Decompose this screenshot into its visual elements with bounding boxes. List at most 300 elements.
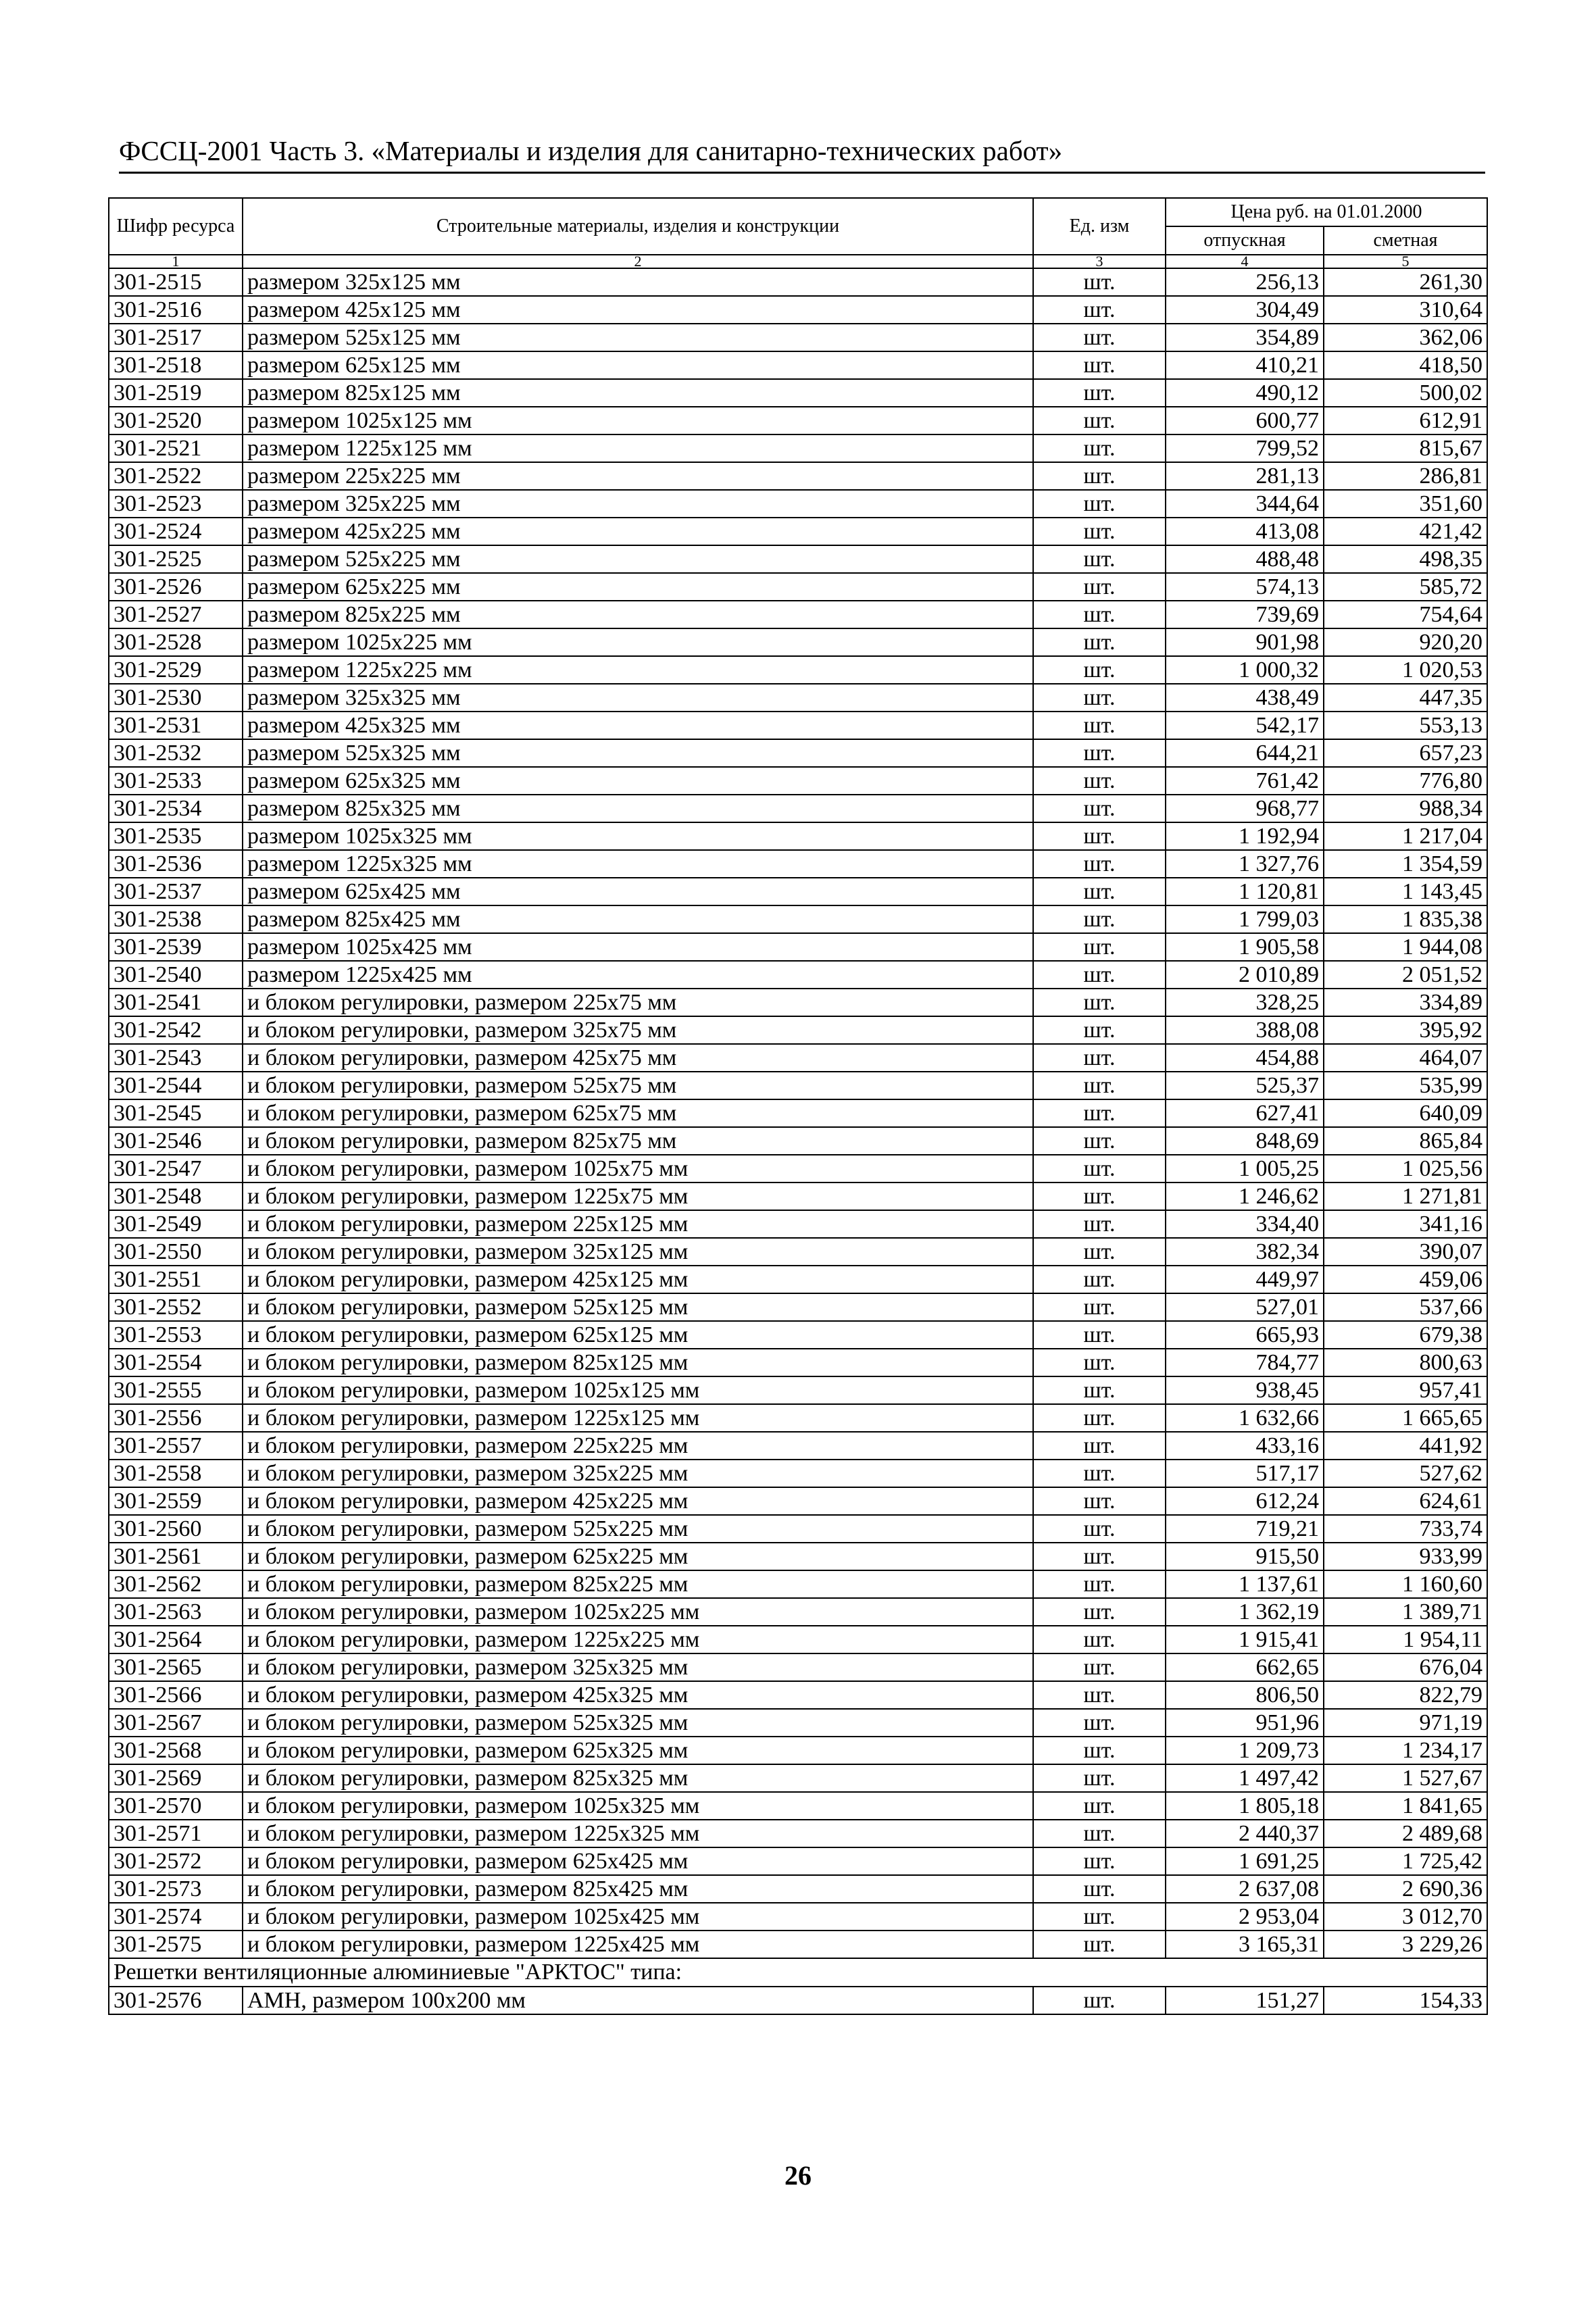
release-price: 2 010,89 xyxy=(1166,961,1324,989)
unit: шт. xyxy=(1033,1987,1166,2014)
resource-code: 301-2567 xyxy=(109,1709,243,1737)
table-row xyxy=(109,767,1487,795)
unit: шт. xyxy=(1033,1349,1166,1376)
resource-code: 301-2516 xyxy=(109,296,243,324)
material-name: и блоком регулировки, размером 1225x125 мм xyxy=(243,1404,1033,1432)
table-row xyxy=(109,628,1487,656)
release-price: 938,45 xyxy=(1166,1376,1324,1404)
estimate-price: 1 143,45 xyxy=(1324,878,1487,905)
unit: шт. xyxy=(1033,1321,1166,1349)
estimate-price: 3 012,70 xyxy=(1324,1903,1487,1931)
table-row xyxy=(109,324,1487,351)
resource-code: 301-2531 xyxy=(109,712,243,739)
estimate-price: 676,04 xyxy=(1324,1653,1487,1681)
table-row xyxy=(109,1792,1487,1820)
resource-code: 301-2552 xyxy=(109,1293,243,1321)
release-price: 1 799,03 xyxy=(1166,905,1324,933)
unit: шт. xyxy=(1033,407,1166,434)
unit: шт. xyxy=(1033,268,1166,296)
unit: шт. xyxy=(1033,490,1166,518)
estimate-price: 1 944,08 xyxy=(1324,933,1487,961)
resource-code: 301-2543 xyxy=(109,1044,243,1072)
material-name: размером 325x325 мм xyxy=(243,684,1033,712)
material-name: и блоком регулировки, размером 1025x425 мм xyxy=(243,1903,1033,1931)
estimate-price: 459,06 xyxy=(1324,1266,1487,1293)
table-row xyxy=(109,656,1487,684)
resource-code: 301-2569 xyxy=(109,1764,243,1792)
material-name: и блоком регулировки, размером 625x425 мм xyxy=(243,1847,1033,1875)
resource-code: 301-2558 xyxy=(109,1460,243,1487)
material-name: и блоком регулировки, размером 1025x125 мм xyxy=(243,1376,1033,1404)
table-row xyxy=(109,1432,1487,1460)
resource-code: 301-2529 xyxy=(109,656,243,684)
unit: шт. xyxy=(1033,1404,1166,1432)
estimate-price: 537,66 xyxy=(1324,1293,1487,1321)
resource-code: 301-2532 xyxy=(109,739,243,767)
material-name: и блоком регулировки, размером 325x325 мм xyxy=(243,1653,1033,1681)
material-name: и блоком регулировки, размером 1225x225 мм xyxy=(243,1626,1033,1653)
estimate-price: 1 725,42 xyxy=(1324,1847,1487,1875)
estimate-price: 553,13 xyxy=(1324,712,1487,739)
release-price: 719,21 xyxy=(1166,1515,1324,1543)
unit: шт. xyxy=(1033,1376,1166,1404)
estimate-price: 1 020,53 xyxy=(1324,656,1487,684)
unit: шт. xyxy=(1033,1903,1166,1931)
table-row xyxy=(109,1987,1487,2014)
unit: шт. xyxy=(1033,1792,1166,1820)
table-row xyxy=(109,1709,1487,1737)
table-row xyxy=(109,1460,1487,1487)
unit: шт. xyxy=(1033,379,1166,407)
release-price: 644,21 xyxy=(1166,739,1324,767)
resource-code: 301-2565 xyxy=(109,1653,243,1681)
unit: шт. xyxy=(1033,1487,1166,1515)
material-name: и блоком регулировки, размером 225x225 мм xyxy=(243,1432,1033,1460)
material-name: размером 625x325 мм xyxy=(243,767,1033,795)
header-rule xyxy=(119,172,1485,174)
resource-code: 301-2518 xyxy=(109,351,243,379)
unit: шт. xyxy=(1033,1072,1166,1099)
estimate-price: 334,89 xyxy=(1324,989,1487,1016)
resource-code: 301-2523 xyxy=(109,490,243,518)
estimate-price: 800,63 xyxy=(1324,1349,1487,1376)
material-name: размером 825x425 мм xyxy=(243,905,1033,933)
release-price: 334,40 xyxy=(1166,1210,1324,1238)
estimate-price: 441,92 xyxy=(1324,1432,1487,1460)
resource-code: 301-2538 xyxy=(109,905,243,933)
material-name: и блоком регулировки, размером 525x125 мм xyxy=(243,1293,1033,1321)
unit: шт. xyxy=(1033,1210,1166,1238)
estimate-price: 920,20 xyxy=(1324,628,1487,656)
unit: шт. xyxy=(1033,573,1166,601)
release-price: 968,77 xyxy=(1166,795,1324,822)
estimate-price: 527,62 xyxy=(1324,1460,1487,1487)
material-name: и блоком регулировки, размером 825x75 мм xyxy=(243,1127,1033,1155)
estimate-price: 1 234,17 xyxy=(1324,1737,1487,1764)
release-price: 413,08 xyxy=(1166,518,1324,545)
unit: шт. xyxy=(1033,1238,1166,1266)
table-row xyxy=(109,1155,1487,1183)
resource-code: 301-2563 xyxy=(109,1598,243,1626)
resource-code: 301-2524 xyxy=(109,518,243,545)
material-name: размером 425x125 мм xyxy=(243,296,1033,324)
material-name: и блоком регулировки, размером 1025x325 мм xyxy=(243,1792,1033,1820)
unit: шт. xyxy=(1033,989,1166,1016)
table-row xyxy=(109,1210,1487,1238)
material-name: размером 625x225 мм xyxy=(243,573,1033,601)
unit: шт. xyxy=(1033,767,1166,795)
resource-code: 301-2544 xyxy=(109,1072,243,1099)
table-row xyxy=(109,1626,1487,1653)
unit: шт. xyxy=(1033,1681,1166,1709)
resource-code: 301-2572 xyxy=(109,1847,243,1875)
material-name: и блоком регулировки, размером 825x225 мм xyxy=(243,1570,1033,1598)
unit: шт. xyxy=(1033,1293,1166,1321)
estimate-price: 390,07 xyxy=(1324,1238,1487,1266)
resource-code: 301-2570 xyxy=(109,1792,243,1820)
resource-code: 301-2522 xyxy=(109,462,243,490)
estimate-price: 679,38 xyxy=(1324,1321,1487,1349)
table-row xyxy=(109,1099,1487,1127)
resource-code: 301-2553 xyxy=(109,1321,243,1349)
release-price: 517,17 xyxy=(1166,1460,1324,1487)
estimate-price: 310,64 xyxy=(1324,296,1487,324)
unit: шт. xyxy=(1033,1847,1166,1875)
estimate-price: 154,33 xyxy=(1324,1987,1487,2014)
unit: шт. xyxy=(1033,1737,1166,1764)
resource-code: 301-2519 xyxy=(109,379,243,407)
resource-code: 301-2562 xyxy=(109,1570,243,1598)
estimate-price: 933,99 xyxy=(1324,1543,1487,1570)
unit: шт. xyxy=(1033,822,1166,850)
unit: шт. xyxy=(1033,1931,1166,1958)
estimate-price: 286,81 xyxy=(1324,462,1487,490)
material-name: и блоком регулировки, размером 625x325 мм xyxy=(243,1737,1033,1764)
table-row xyxy=(109,1183,1487,1210)
release-price: 1 805,18 xyxy=(1166,1792,1324,1820)
release-price: 665,93 xyxy=(1166,1321,1324,1349)
estimate-price: 1 835,38 xyxy=(1324,905,1487,933)
resource-code: 301-2561 xyxy=(109,1543,243,1570)
release-price: 1 192,94 xyxy=(1166,822,1324,850)
table-row xyxy=(109,961,1487,989)
material-name: и блоком регулировки, размером 1225x425 мм xyxy=(243,1931,1033,1958)
estimate-price: 1 025,56 xyxy=(1324,1155,1487,1183)
unit: шт. xyxy=(1033,1099,1166,1127)
release-price: 382,34 xyxy=(1166,1238,1324,1266)
material-name: размером 225x225 мм xyxy=(243,462,1033,490)
release-price: 951,96 xyxy=(1166,1709,1324,1737)
release-price: 739,69 xyxy=(1166,601,1324,628)
estimate-price: 341,16 xyxy=(1324,1210,1487,1238)
resource-code: 301-2545 xyxy=(109,1099,243,1127)
release-price: 1 497,42 xyxy=(1166,1764,1324,1792)
resource-code: 301-2537 xyxy=(109,878,243,905)
table-row xyxy=(109,878,1487,905)
release-price: 454,88 xyxy=(1166,1044,1324,1072)
unit: шт. xyxy=(1033,1183,1166,1210)
table-row xyxy=(109,1931,1487,1958)
resource-code: 301-2560 xyxy=(109,1515,243,1543)
unit: шт. xyxy=(1033,351,1166,379)
header-estimate: сметная xyxy=(1324,226,1487,255)
material-name: размером 1225x325 мм xyxy=(243,850,1033,878)
table-row xyxy=(109,1127,1487,1155)
table-row xyxy=(109,1903,1487,1931)
release-price: 388,08 xyxy=(1166,1016,1324,1044)
unit: шт. xyxy=(1033,296,1166,324)
release-price: 1 246,62 xyxy=(1166,1183,1324,1210)
table-row xyxy=(109,518,1487,545)
table-row xyxy=(109,933,1487,961)
unit: шт. xyxy=(1033,850,1166,878)
material-name: размером 425x225 мм xyxy=(243,518,1033,545)
table-row xyxy=(109,379,1487,407)
material-name: размером 1025x125 мм xyxy=(243,407,1033,434)
material-name: размером 1025x325 мм xyxy=(243,822,1033,850)
resource-code: 301-2551 xyxy=(109,1266,243,1293)
unit: шт. xyxy=(1033,739,1166,767)
resource-code: 301-2556 xyxy=(109,1404,243,1432)
resource-code: 301-2539 xyxy=(109,933,243,961)
resource-code: 301-2528 xyxy=(109,628,243,656)
table-row xyxy=(109,407,1487,434)
resource-code: 301-2555 xyxy=(109,1376,243,1404)
unit: шт. xyxy=(1033,628,1166,656)
unit: шт. xyxy=(1033,1155,1166,1183)
release-price: 438,49 xyxy=(1166,684,1324,712)
release-price: 806,50 xyxy=(1166,1681,1324,1709)
unit: шт. xyxy=(1033,712,1166,739)
resource-code: 301-2575 xyxy=(109,1931,243,1958)
column-number: 3 xyxy=(1033,255,1166,268)
release-price: 600,77 xyxy=(1166,407,1324,434)
resource-code: 301-2557 xyxy=(109,1432,243,1460)
release-price: 449,97 xyxy=(1166,1266,1324,1293)
unit: шт. xyxy=(1033,1432,1166,1460)
resource-code: 301-2527 xyxy=(109,601,243,628)
resource-code: 301-2550 xyxy=(109,1238,243,1266)
resource-code: 301-2533 xyxy=(109,767,243,795)
resource-code: 301-2566 xyxy=(109,1681,243,1709)
unit: шт. xyxy=(1033,905,1166,933)
estimate-price: 754,64 xyxy=(1324,601,1487,628)
estimate-price: 657,23 xyxy=(1324,739,1487,767)
unit: шт. xyxy=(1033,1044,1166,1072)
material-name: размером 825x225 мм xyxy=(243,601,1033,628)
table-row xyxy=(109,1764,1487,1792)
table-row xyxy=(109,1737,1487,1764)
release-price: 3 165,31 xyxy=(1166,1931,1324,1958)
release-price: 627,41 xyxy=(1166,1099,1324,1127)
table-row xyxy=(109,1376,1487,1404)
material-name: размером 825x125 мм xyxy=(243,379,1033,407)
estimate-price: 957,41 xyxy=(1324,1376,1487,1404)
table-row xyxy=(109,712,1487,739)
release-price: 1 915,41 xyxy=(1166,1626,1324,1653)
header-release: отпускная xyxy=(1166,226,1324,255)
resource-code: 301-2536 xyxy=(109,850,243,878)
header-code: Шифр ресурса xyxy=(109,198,243,255)
release-price: 527,01 xyxy=(1166,1293,1324,1321)
table-row xyxy=(109,989,1487,1016)
unit: шт. xyxy=(1033,324,1166,351)
estimate-price: 418,50 xyxy=(1324,351,1487,379)
release-price: 410,21 xyxy=(1166,351,1324,379)
release-price: 662,65 xyxy=(1166,1653,1324,1681)
resource-code: 301-2568 xyxy=(109,1737,243,1764)
table-row xyxy=(109,296,1487,324)
unit: шт. xyxy=(1033,1543,1166,1570)
table-row xyxy=(109,1515,1487,1543)
release-price: 433,16 xyxy=(1166,1432,1324,1460)
resource-code: 301-2535 xyxy=(109,822,243,850)
unit: шт. xyxy=(1033,656,1166,684)
material-name: и блоком регулировки, размером 425x125 мм xyxy=(243,1266,1033,1293)
unit: шт. xyxy=(1033,684,1166,712)
unit: шт. xyxy=(1033,1764,1166,1792)
material-name: и блоком регулировки, размером 325x225 мм xyxy=(243,1460,1033,1487)
material-name: размером 525x325 мм xyxy=(243,739,1033,767)
unit: шт. xyxy=(1033,1266,1166,1293)
estimate-price: 585,72 xyxy=(1324,573,1487,601)
table-row xyxy=(109,1820,1487,1847)
section-title: Решетки вентиляционные алюминиевые "АРКТОС" типа: xyxy=(109,1958,1487,1987)
resource-code: 301-2530 xyxy=(109,684,243,712)
estimate-price: 971,19 xyxy=(1324,1709,1487,1737)
unit: шт. xyxy=(1033,795,1166,822)
release-price: 1 327,76 xyxy=(1166,850,1324,878)
material-name: и блоком регулировки, размером 825x325 мм xyxy=(243,1764,1033,1792)
unit: шт. xyxy=(1033,1460,1166,1487)
table-row xyxy=(109,1321,1487,1349)
material-name: и блоком регулировки, размером 1025x75 мм xyxy=(243,1155,1033,1183)
table-row xyxy=(109,1681,1487,1709)
release-price: 761,42 xyxy=(1166,767,1324,795)
material-name: размером 525x125 мм xyxy=(243,324,1033,351)
material-name: и блоком регулировки, размером 1225x325 мм xyxy=(243,1820,1033,1847)
material-name: и блоком регулировки, размером 625x125 мм xyxy=(243,1321,1033,1349)
release-price: 901,98 xyxy=(1166,628,1324,656)
resource-code: 301-2574 xyxy=(109,1903,243,1931)
material-name: размером 325x125 мм xyxy=(243,268,1033,296)
unit: шт. xyxy=(1033,518,1166,545)
resource-code: 301-2534 xyxy=(109,795,243,822)
table-row xyxy=(109,1598,1487,1626)
release-price: 848,69 xyxy=(1166,1127,1324,1155)
table-row xyxy=(109,573,1487,601)
material-name: размером 325x225 мм xyxy=(243,490,1033,518)
unit: шт. xyxy=(1033,1875,1166,1903)
material-name: и блоком регулировки, размером 825x425 мм xyxy=(243,1875,1033,1903)
release-price: 1 137,61 xyxy=(1166,1570,1324,1598)
resource-code: 301-2559 xyxy=(109,1487,243,1515)
table-row xyxy=(109,1653,1487,1681)
column-number: 5 xyxy=(1324,255,1487,268)
estimate-price: 624,61 xyxy=(1324,1487,1487,1515)
table-row xyxy=(109,601,1487,628)
resource-code: 301-2526 xyxy=(109,573,243,601)
unit: шт. xyxy=(1033,601,1166,628)
resource-code: 301-2515 xyxy=(109,268,243,296)
release-price: 1 209,73 xyxy=(1166,1737,1324,1764)
table-row xyxy=(109,1543,1487,1570)
estimate-price: 612,91 xyxy=(1324,407,1487,434)
material-name: и блоком регулировки, размером 1225x75 мм xyxy=(243,1183,1033,1210)
release-price: 799,52 xyxy=(1166,434,1324,462)
section-row xyxy=(109,1958,1487,1987)
release-price: 1 632,66 xyxy=(1166,1404,1324,1432)
table-row xyxy=(109,434,1487,462)
estimate-price: 1 954,11 xyxy=(1324,1626,1487,1653)
material-name: и блоком регулировки, размером 825x125 мм xyxy=(243,1349,1033,1376)
table-row xyxy=(109,795,1487,822)
material-name: и блоком регулировки, размером 525x75 мм xyxy=(243,1072,1033,1099)
resource-code: 301-2573 xyxy=(109,1875,243,1903)
table-row xyxy=(109,1238,1487,1266)
resource-code: 301-2548 xyxy=(109,1183,243,1210)
release-price: 344,64 xyxy=(1166,490,1324,518)
resource-code: 301-2546 xyxy=(109,1127,243,1155)
table-row xyxy=(109,1072,1487,1099)
material-name: и блоком регулировки, размером 525x325 мм xyxy=(243,1709,1033,1737)
estimate-price: 1 841,65 xyxy=(1324,1792,1487,1820)
unit: шт. xyxy=(1033,878,1166,905)
resource-code: 301-2520 xyxy=(109,407,243,434)
material-name: и блоком регулировки, размером 425x225 мм xyxy=(243,1487,1033,1515)
material-name: и блоком регулировки, размером 225x125 мм xyxy=(243,1210,1033,1238)
page-number: 26 xyxy=(784,2160,812,2191)
estimate-price: 500,02 xyxy=(1324,379,1487,407)
estimate-price: 395,92 xyxy=(1324,1016,1487,1044)
material-name: и блоком регулировки, размером 625x225 мм xyxy=(243,1543,1033,1570)
release-price: 1 362,19 xyxy=(1166,1598,1324,1626)
release-price: 151,27 xyxy=(1166,1987,1324,2014)
resource-code: 301-2547 xyxy=(109,1155,243,1183)
table-row xyxy=(109,1404,1487,1432)
estimate-price: 421,42 xyxy=(1324,518,1487,545)
table-row xyxy=(109,1570,1487,1598)
estimate-price: 1 271,81 xyxy=(1324,1183,1487,1210)
table-row xyxy=(109,1044,1487,1072)
table-row xyxy=(109,684,1487,712)
price-table xyxy=(108,197,1488,2015)
release-price: 1 905,58 xyxy=(1166,933,1324,961)
release-price: 2 440,37 xyxy=(1166,1820,1324,1847)
estimate-price: 640,09 xyxy=(1324,1099,1487,1127)
estimate-price: 776,80 xyxy=(1324,767,1487,795)
estimate-price: 1 354,59 xyxy=(1324,850,1487,878)
table-row xyxy=(109,545,1487,573)
estimate-price: 1 160,60 xyxy=(1324,1570,1487,1598)
material-name: и блоком регулировки, размером 425x325 мм xyxy=(243,1681,1033,1709)
material-name: размером 1225x125 мм xyxy=(243,434,1033,462)
estimate-price: 865,84 xyxy=(1324,1127,1487,1155)
header-price-group: Цена руб. на 01.01.2000 xyxy=(1166,198,1487,226)
estimate-price: 2 690,36 xyxy=(1324,1875,1487,1903)
material-name: размером 625x125 мм xyxy=(243,351,1033,379)
unit: шт. xyxy=(1033,961,1166,989)
material-name: размером 625x425 мм xyxy=(243,878,1033,905)
table-row xyxy=(109,268,1487,296)
unit: шт. xyxy=(1033,1820,1166,1847)
table-body xyxy=(109,268,1487,1958)
resource-code: 301-2540 xyxy=(109,961,243,989)
estimate-price: 2 051,52 xyxy=(1324,961,1487,989)
table-row xyxy=(109,905,1487,933)
table-row xyxy=(109,1266,1487,1293)
estimate-price: 2 489,68 xyxy=(1324,1820,1487,1847)
